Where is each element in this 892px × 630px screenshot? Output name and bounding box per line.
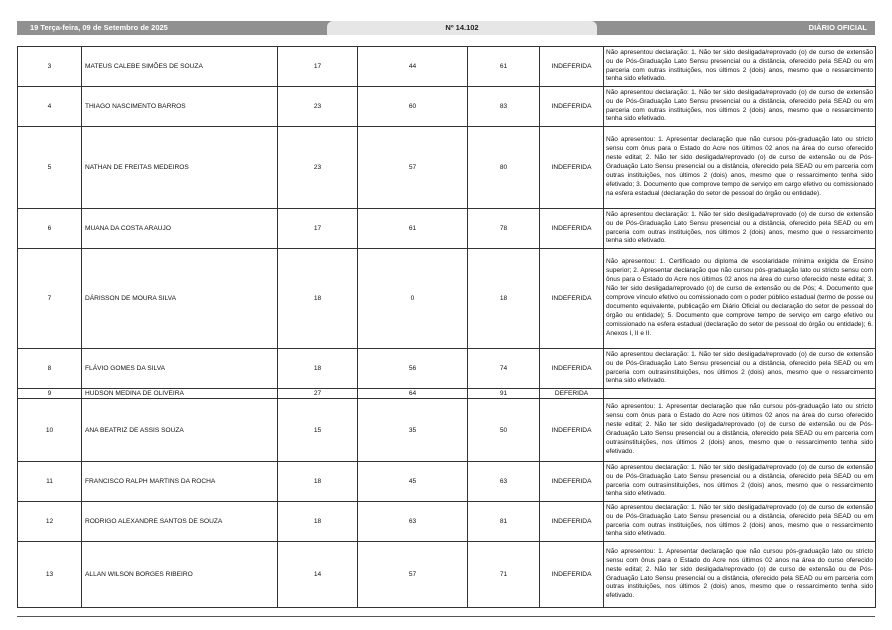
page-number-date: 19 Terça-feira, 09 de Setembro de 2025 [30, 23, 168, 32]
score-2-cell: 63 [358, 502, 468, 542]
row-number-cell: 9 [18, 389, 82, 399]
observation-cell: Não apresentou: 1. Apresentar declaração que não cursou pós-graduação lato ou stricto sensu com ônus para o Estado do Acre nos últimos 02 anos na área do curso oferecido neste edital; 2. Não ter sido desligada/reprovado (o) de curso de extensão ou de Pós-Graduação Lato Sensu presencial ou a distância, oferecido pela SEAD ou em parceria com outras instituições, nos últimos 2 (dois) anos, mesmo que o ressarcimento tenha sido efetivado. [604, 542, 876, 608]
score-1-cell: 18 [278, 349, 358, 389]
total-score-cell: 74 [468, 349, 540, 389]
table-row [18, 209, 876, 249]
row-number-cell: 6 [18, 209, 82, 249]
bottom-rule [17, 616, 875, 617]
total-score-cell: 63 [468, 462, 540, 502]
candidate-name-cell: MATEUS CALEBE SIMÕES DE SOUZA [82, 47, 278, 87]
row-number-cell: 4 [18, 87, 82, 127]
status-cell: INDEFERIDA [540, 87, 604, 127]
score-1-cell: 15 [278, 399, 358, 462]
score-1-cell: 14 [278, 542, 358, 608]
total-score-cell: 81 [468, 502, 540, 542]
table-row [18, 349, 876, 389]
table-row [18, 462, 876, 502]
candidate-name-cell: RODRIGO ALEXANDRE SANTOS DE SOUZA [82, 502, 278, 542]
score-1-cell: 23 [278, 87, 358, 127]
candidate-name-cell: DÁRISSON DE MOURA SILVA [82, 249, 278, 349]
score-1-cell: 23 [278, 127, 358, 209]
row-number-cell: 3 [18, 47, 82, 87]
status-cell: INDEFERIDA [540, 349, 604, 389]
score-1-cell: 18 [278, 249, 358, 349]
candidate-name-cell: NATHAN DE FREITAS MEDEIROS [82, 127, 278, 209]
status-cell: INDEFERIDA [540, 127, 604, 209]
candidate-name-cell: HUDSON MEDINA DE OLIVEIRA [82, 389, 278, 399]
table-row [18, 87, 876, 127]
score-1-cell: 18 [278, 502, 358, 542]
candidate-name-cell: FRANCISCO RALPH MARTINS DA ROCHA [82, 462, 278, 502]
status-cell: INDEFERIDA [540, 209, 604, 249]
observation-cell: Não apresentou: 1. Apresentar declaração que não cursou pós-graduação lato ou stricto sensu com ônus para o Estado do Acre nos últimos 02 anos na área do curso oferecido neste edital; 2. Não ter sido desligada/reprovado (o) de curso de extensão ou de Pós-Graduação Lato Sensu presencial ou a distância, oferecido pela SEAD ou em parceria com outras instituições, nos últimos 2 (dois) anos, mesmo que o ressarcimento tenha sido efetivado; 3. Documento que comprove tempo de serviço em cargo efetivo ou comissionado na esfera estadual (declaração do setor de pessoal do órgão ou entidade). [604, 127, 876, 209]
table-row [18, 47, 876, 87]
row-number-cell: 8 [18, 349, 82, 389]
candidate-name-cell: ALLAN WILSON BORGES RIBEIRO [82, 542, 278, 608]
edition-number: Nº 14.102 [445, 23, 479, 32]
score-2-cell: 61 [358, 209, 468, 249]
status-cell: INDEFERIDA [540, 502, 604, 542]
status-cell: INDEFERIDA [540, 542, 604, 608]
total-score-cell: 18 [468, 249, 540, 349]
table-row [18, 249, 876, 349]
results-table [17, 46, 876, 608]
total-score-cell: 80 [468, 127, 540, 209]
score-2-cell: 57 [358, 127, 468, 209]
observation-cell: Não apresentou declaração: 1. Não ter sido desligada/reprovado (o) de curso de extensão ou de Pós-Graduação Lato Sensu presencial ou a distância, oferecido pela SEAD ou em parceria com outras instituições, nos últimos 2 (dois) anos, mesmo que o ressarcimento tenha sido efetivado. [604, 87, 876, 127]
page-header [17, 21, 875, 35]
row-number-cell: 7 [18, 249, 82, 349]
row-number-cell: 10 [18, 399, 82, 462]
status-cell: DEFERIDA [540, 389, 604, 399]
results-table-body [18, 47, 876, 608]
score-2-cell: 56 [358, 349, 468, 389]
candidate-name-cell: FLÁVIO GOMES DA SILVA [82, 349, 278, 389]
total-score-cell: 50 [468, 399, 540, 462]
table-row [18, 399, 876, 462]
table-row [18, 542, 876, 608]
observation-cell: Não apresentou: 1. Certificado ou diploma de escolaridade mínima exigida de Ensino superior; 2. Apresentar declaração que não cursou pós-graduação lato ou stricto sensu com ônus para o Estado do Acre nos últimos 02 anos na área do curso oferecido neste edital; 3. Não ter sido desligada/reprovado (o) de curso de extensão ou de Pós; 4. Documento que comprove vínculo efetivo ou comissionado com o poder público estadual (termo de posse ou documento equivalente, publicação em Diário Oficial ou declaração do setor de pessoal do órgão ou entidade); 5. Documento que comprove tempo de serviço em cargo efetivo ou comissionado na esfera estadual (declaração do setor de pessoal do órgão ou entidade); 6. Anexos I, II e II. [604, 249, 876, 349]
score-2-cell: 0 [358, 249, 468, 349]
score-1-cell: 17 [278, 47, 358, 87]
status-cell: INDEFERIDA [540, 47, 604, 87]
status-cell: INDEFERIDA [540, 399, 604, 462]
score-1-cell: 18 [278, 462, 358, 502]
candidate-name-cell: THIAGO NASCIMENTO BARROS [82, 87, 278, 127]
row-number-cell: 13 [18, 542, 82, 608]
score-2-cell: 45 [358, 462, 468, 502]
score-2-cell: 64 [358, 389, 468, 399]
score-2-cell: 60 [358, 87, 468, 127]
row-number-cell: 5 [18, 127, 82, 209]
row-number-cell: 12 [18, 502, 82, 542]
observation-cell: Não apresentou declaração: 1. Não ter sido desligada/reprovado (o) de curso de extensão ou de Pós-Graduação Lato Sensu presencial ou a distância, oferecido pela SEAD ou em parceria com outras instituições, nos últimos 2 (dois) anos, mesmo que o ressarcimento tenha sido efetivado. [604, 209, 876, 249]
observation-cell: Não apresentou declaração: 1. Não ter sido desligada/reprovado (o) de curso de extensão ou de Pós-Graduação Lato Sensu presencial ou a distância, oferecido pela SEAD ou em parceria com outras instituições, nos últimos 2 (dois) anos, mesmo que o ressarcimento tenha sido efetivado. [604, 47, 876, 87]
candidate-name-cell: ANA BEATRIZ DE ASSIS SOUZA [82, 399, 278, 462]
total-score-cell: 71 [468, 542, 540, 608]
table-row [18, 389, 876, 399]
status-cell: INDEFERIDA [540, 462, 604, 502]
observation-cell: Não apresentou declaração: 1. Não ter sido desligada/reprovado (o) de curso de extensão ou de Pós-Graduação Lato Sensu presencial ou a distância, oferecido pela SEAD ou em parceria com outras instituições, nos últimos 2 (dois) anos, mesmo que o ressarcimento tenha sido efetivado. [604, 502, 876, 542]
table-row [18, 502, 876, 542]
observation-cell: Não apresentou declaração: 1. Não ter sido desligada/reprovado (o) de curso de extensão ou de Pós-Graduação Lato Sensu presencial ou a distância, oferecido pela SEAD ou em parceria com outrasinstituições, nos últimos 2 (dois) anos, mesmo que o ressarcimento tenha sido efetivado. [604, 349, 876, 389]
total-score-cell: 83 [468, 87, 540, 127]
status-cell: INDEFERIDA [540, 249, 604, 349]
score-2-cell: 35 [358, 399, 468, 462]
total-score-cell: 91 [468, 389, 540, 399]
score-1-cell: 27 [278, 389, 358, 399]
total-score-cell: 78 [468, 209, 540, 249]
observation-cell: Não apresentou declaração: 1. Não ter sido desligada/reprovado (o) de curso de extensão ou de Pós-Graduação Lato Sensu presencial ou a distância, oferecido pela SEAD ou em parceria com outrasinstituições, nos últimos 2 (dois) anos, mesmo que o ressarcimento tenha sido efetivado. [604, 462, 876, 502]
score-2-cell: 44 [358, 47, 468, 87]
table-row [18, 127, 876, 209]
total-score-cell: 61 [468, 47, 540, 87]
publication-title: DIÁRIO OFICIAL [808, 23, 867, 32]
observation-cell: Não apresentou: 1. Apresentar declaração que não cursou pós-graduação lato ou stricto sensu com ônus para o Estado do Acre nos últimos 02 anos na área do curso oferecido neste edital; 2. Não ter sido desligada/reprovado (o) de curso de extensão ou de Pós-Graduação Lato Sensu presencial ou a distância, oferecido pela SEAD ou em parceria com outrasinstituições, nos últimos 2 (dois) anos, mesmo que o ressarcimento tenha sido efetivado. [604, 399, 876, 462]
score-1-cell: 17 [278, 209, 358, 249]
row-number-cell: 11 [18, 462, 82, 502]
score-2-cell: 57 [358, 542, 468, 608]
candidate-name-cell: MUANA DA COSTA ARAUJO [82, 209, 278, 249]
observation-cell [604, 389, 876, 399]
